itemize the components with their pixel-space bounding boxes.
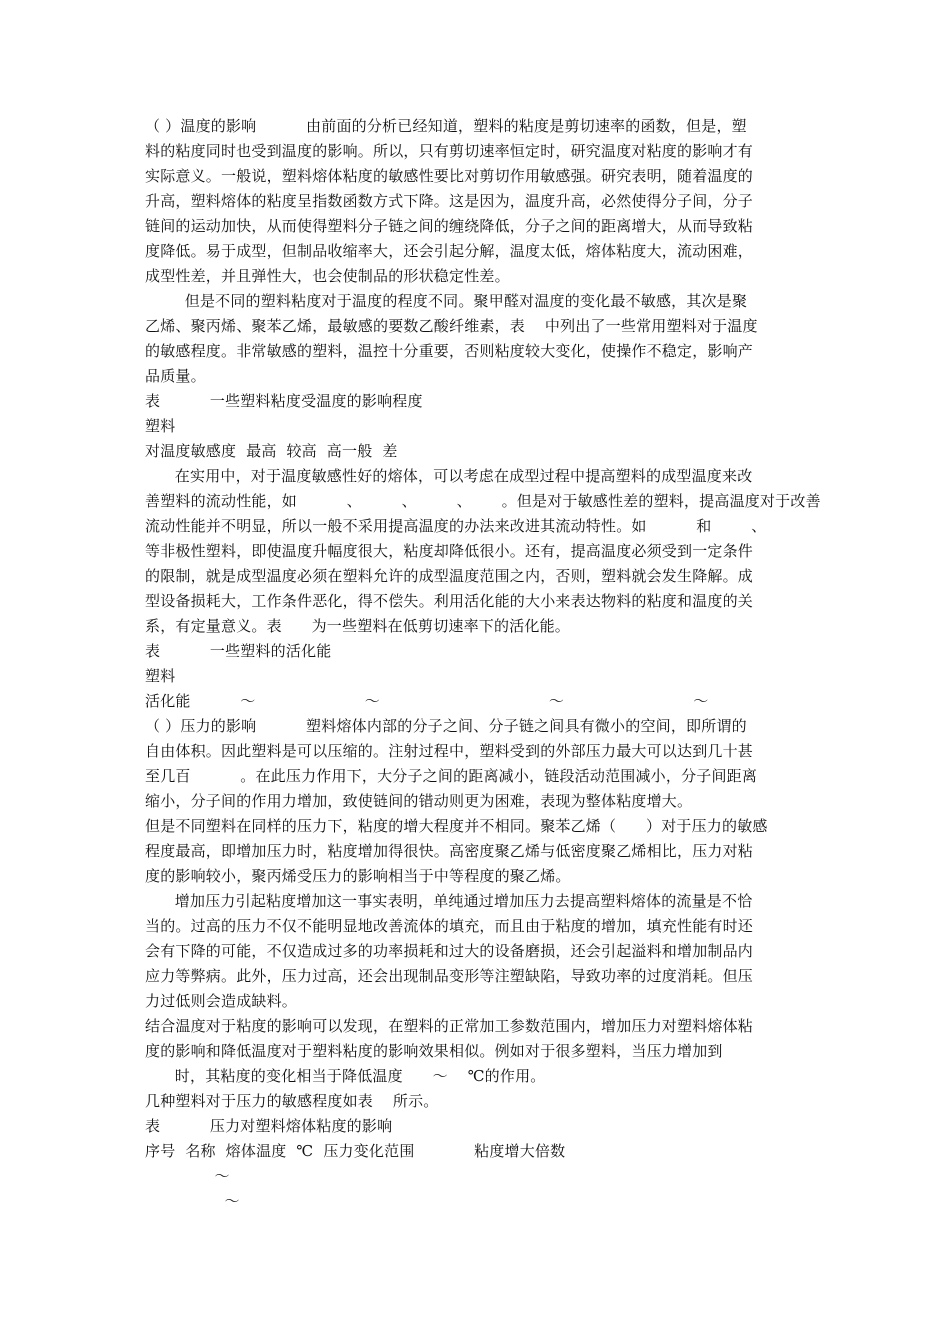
text-line: 会有下降的可能，不仅造成过多的功率损耗和过大的设备磨损，还会引起溢料和增加制品内	[145, 942, 754, 960]
table-header: 塑料	[145, 417, 176, 435]
text-line: 力过低则会造成缺料。	[145, 992, 298, 1010]
table-caption: 表 压力对塑料熔体粘度的影响	[145, 1117, 393, 1135]
text-line: 自由体积。因此塑料是可以压缩的。注射过程中，塑料受到的外部压力最大可以达到几十甚	[145, 742, 754, 760]
table-caption: 表 一些塑料的活化能	[145, 642, 332, 660]
table-row: ～	[145, 1192, 240, 1210]
text-line: 等非极性塑料，即使温度升幅度很大，粘度却降低很小。还有，提高温度必须受到一定条件	[145, 542, 754, 560]
text-line: 实际意义。一般说，塑料熔体粘度的敏感性要比对剪切作用敏感强。研究表明，随着温度的	[145, 167, 754, 185]
text-line: 当的。过高的压力不仅不能明显地改善流体的填充，而且由于粘度的增加，填充性能有时还	[145, 917, 754, 935]
text-line: 流动性能并不明显，所以一般不采用提高温度的办法来改进其流动特性。如 和 、	[145, 517, 767, 535]
text-line: 在实用中，对于温度敏感性好的熔体，可以考虑在成型过程中提高塑料的成型温度来改	[145, 467, 753, 485]
text-line: 品质量。	[145, 367, 206, 385]
table-row: 活化能 ～ ～ ～ ～	[145, 692, 709, 710]
table-row: ～	[145, 1167, 230, 1185]
text-line: 缩小，分子间的作用力增加，致使链间的错动则更为困难，表现为整体粘度增大。	[145, 792, 693, 810]
table-caption: 表 一些塑料粘度受温度的影响程度	[145, 392, 423, 410]
text-line: 成型性差，并且弹性大，也会使制品的形状稳定性差。	[145, 267, 510, 285]
text-line: 但是不同的塑料粘度对于温度的程度不同。聚甲醛对温度的变化最不敏感，其次是聚	[145, 292, 748, 310]
text-line: 料的粘度同时也受到温度的影响。所以，只有剪切速率恒定时，研究温度对粘度的影响才有	[145, 142, 754, 160]
text-line: 至几百 。在此压力作用下，大分子之间的距离减小，链段活动范围减小，分子间距离	[145, 767, 758, 785]
text-line: 程度最高，即增加压力时，粘度增加得很快。高密度聚乙烯与低密度聚乙烯相比，压力对粘	[145, 842, 754, 860]
text-line: 度降低。易于成型，但制品收缩率大，还会引起分解，温度太低，熔体粘度大，流动困难，	[145, 242, 754, 260]
text-line: 时，其粘度的变化相当于降低温度 ～ ℃的作用。	[145, 1067, 546, 1085]
table-row: 对温度敏感度 最高 较高 高一般 差	[145, 442, 398, 460]
text-line: 应力等弊病。此外，压力过高，还会出现制品变形等注塑缺陷，导致功率的过度消耗。但压	[145, 967, 754, 985]
text-line: 但是不同塑料在同样的压力下，粘度的增大程度并不相同。聚苯乙烯（ ）对于压力的敏感	[145, 817, 768, 835]
text-line: 善塑料的流动性能，如 、 、 、 。但是对于敏感性差的塑料，提高温度对于改善	[145, 492, 821, 510]
text-line: 链间的运动加快，从而使得塑料分子链之间的缠绕降低，分子之间的距离增大，从而导致粘	[145, 217, 754, 235]
text-line: （ ）压力的影响 塑料熔体内部的分子之间、分子链之间具有微小的空间，即所谓的	[145, 717, 747, 735]
text-line: 的限制，就是成型温度必须在塑料允许的成型温度范围之内，否则，塑料就会发生降解。成	[145, 567, 754, 585]
text-line: 几种塑料对于压力的敏感程度如表 所示。	[145, 1092, 439, 1110]
text-line: 的敏感程度。非常敏感的塑料，温控十分重要，否则粘度较大变化，使操作不稳定，影响产	[145, 342, 754, 360]
table-header: 塑料	[145, 667, 176, 685]
text-line: 升高，塑料熔体的粘度呈指数函数方式下降。这是因为，温度升高，必然使得分子间，分子	[145, 192, 754, 210]
text-line: 度的影响和降低温度对于塑料粘度的影响效果相似。例如对于很多塑料，当压力增加到	[145, 1042, 723, 1060]
text-line: （ ）温度的影响 由前面的分析已经知道，塑料的粘度是剪切速率的函数，但是，塑	[145, 117, 747, 135]
text-line: 增加压力引起粘度增加这一事实表明，单纯通过增加压力去提高塑料熔体的流量是不恰	[145, 892, 753, 910]
text-line: 型设备损耗大，工作条件恶化，得不偿失。利用活化能的大小来表达物料的粘度和温度的关	[145, 592, 754, 610]
text-line: 乙烯、聚丙烯、聚苯乙烯，最敏感的要数乙酸纤维素，表 中列出了一些常用塑料对于温度	[145, 317, 758, 335]
table-header: 序号 名称 熔体温度 ℃ 压力变化范围 粘度增大倍数	[145, 1142, 566, 1160]
text-line: 系，有定量意义。表 为一些塑料在低剪切速率下的活化能。	[145, 617, 571, 635]
text-line: 结合温度对于粘度的影响可以发现，在塑料的正常加工参数范围内，增加压力对塑料熔体粘	[145, 1017, 754, 1035]
text-line: 度的影响较小，聚丙烯受压力的影响相当于中等程度的聚乙烯。	[145, 867, 571, 885]
